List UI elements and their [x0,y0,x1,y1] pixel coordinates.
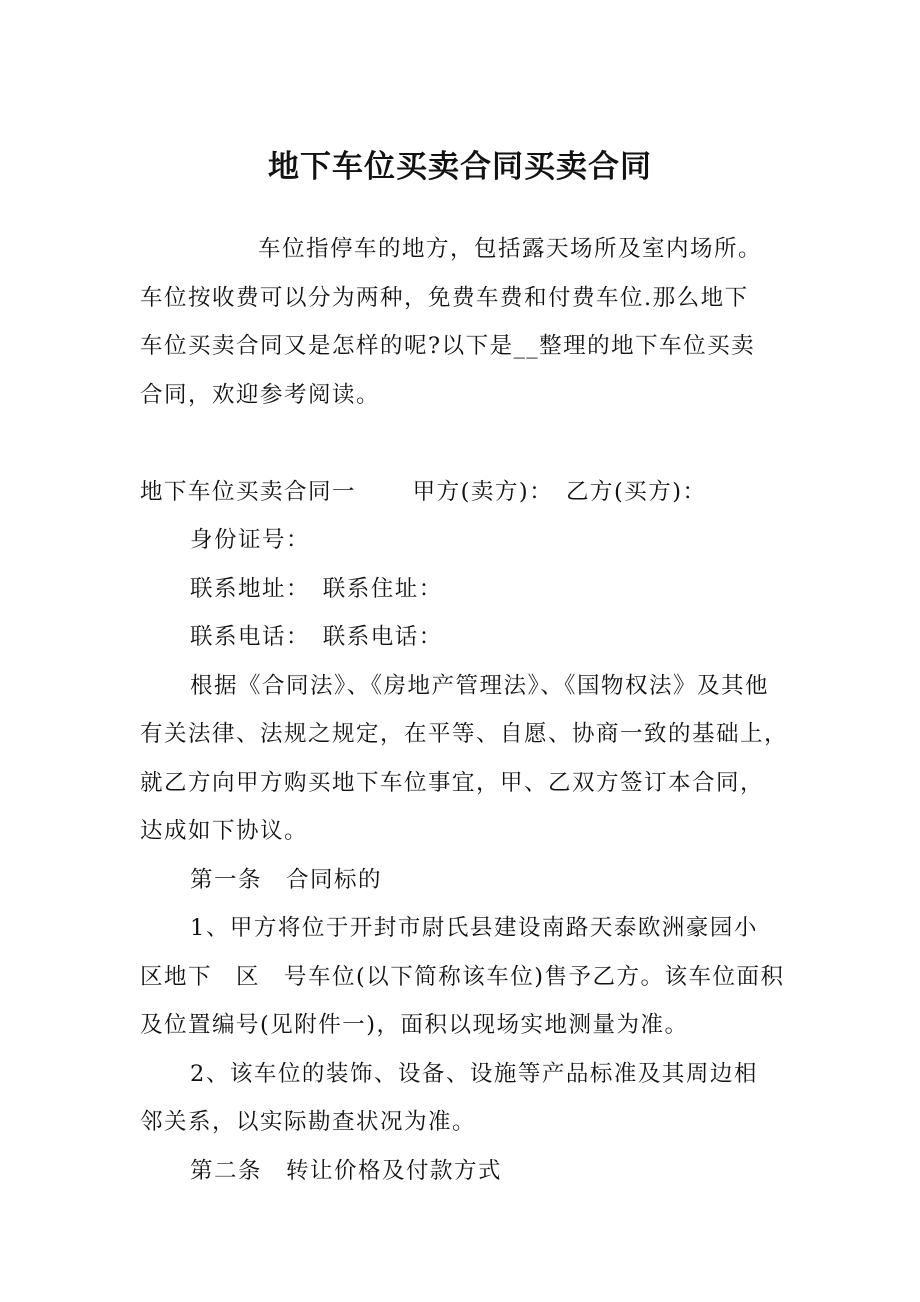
document-title: 地下车位买卖合同买卖合同 [268,149,652,185]
intro-line-1: 车位指停车的地方，包括露天场所及室内场所。 [258,236,763,262]
article-1-heading: 第一条 合同标的 [190,866,383,893]
phone-line: 联系电话： 联系电话： [190,624,443,650]
address-line: 联系地址： 联系住址： [190,575,443,602]
intro-line-3: 车位买卖合同又是怎样的呢?以下是__整理的地下车位买卖 [140,333,756,359]
article-1-item-1-line-1: 1、甲方将位于开封市尉氏县建设南路天泰欧洲豪园小 [190,915,758,941]
intro-line-4: 合同，欢迎参考阅读。 [140,381,381,408]
paragraph-gap [140,419,785,468]
basis-line-3: 就乙方向甲方购买地下车位事宜，甲、乙双方签订本合同， [140,769,765,796]
basis-line-2: 有关法律、法规之规定，在平等、自愿、协商一致的基础上， [140,721,789,747]
article-1-item-1-line-2: 区地下 区 号车位(以下简称该车位)售予乙方。该车位面积 [140,963,785,990]
contract-heading-line: 地下车位买卖合同一 甲方(卖方)： 乙方(买方)： [140,478,707,505]
id-number-line: 身份证号： [190,527,311,553]
article-1-item-1-line-3: 及位置编号(见附件一)，面积以现场实地测量为准。 [140,1012,689,1038]
document-body [140,225,789,1195]
basis-line-4: 达成如下协议。 [140,818,309,844]
article-2-heading: 第二条 转让价格及付款方式 [190,1157,503,1184]
article-1-item-2-line-1: 2、该车位的装饰、设备、设施等产品标准及其周边相 [190,1060,758,1087]
article-1-item-2-line-2: 邻关系，以实际勘查状况为准。 [140,1109,477,1135]
intro-line-2: 车位按收费可以分为两种，免费车费和付费车位.那么地下 [140,284,749,311]
basis-line-1: 根据《合同法》、《房地产管理法》、《国物权法》及其他 [190,672,770,699]
